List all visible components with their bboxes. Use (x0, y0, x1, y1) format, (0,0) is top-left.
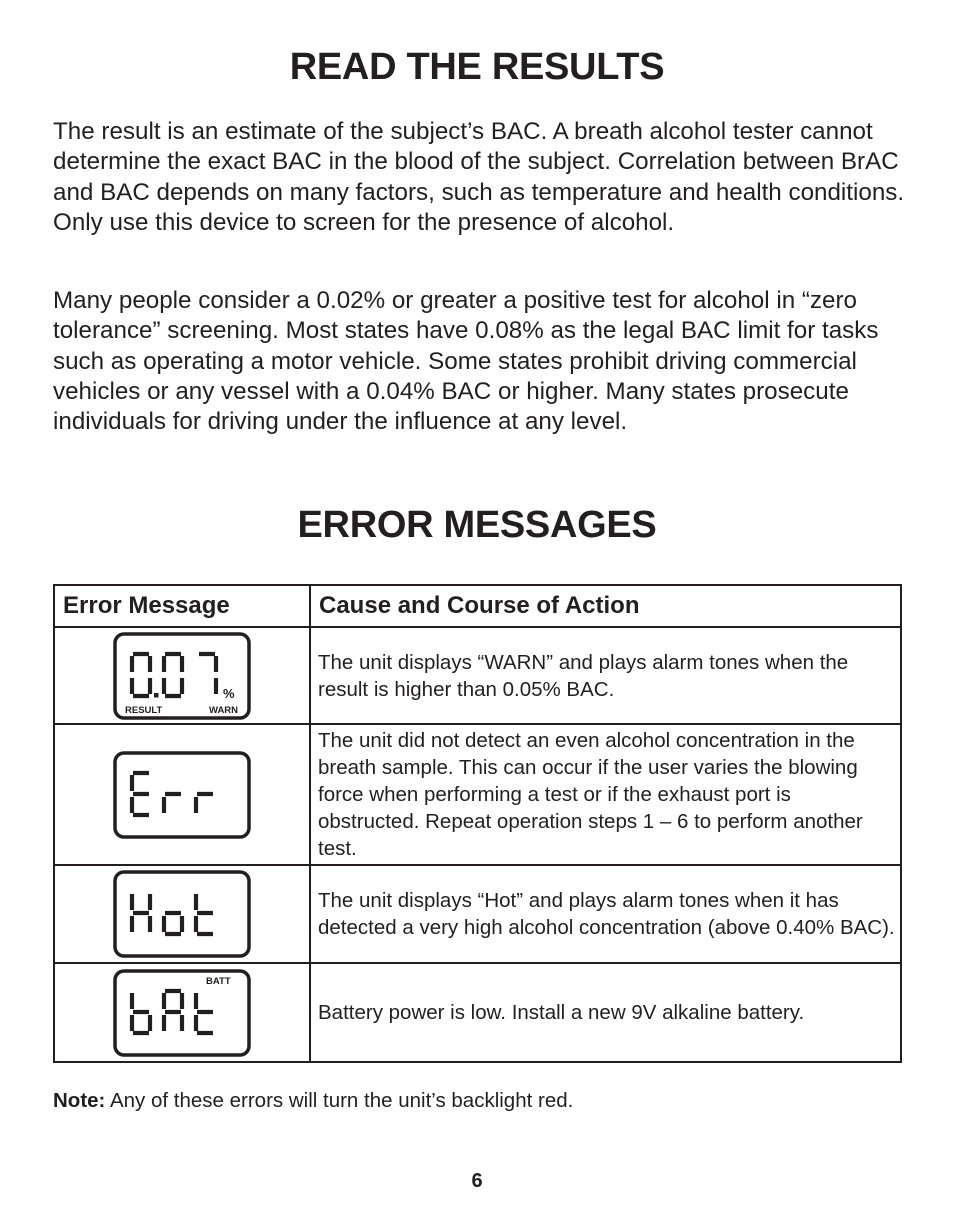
error-messages-table (53, 584, 902, 1063)
lcd-cell (54, 627, 310, 724)
table-row (54, 963, 901, 1062)
paragraph-legal-limits: Many people consider a 0.02% or greater a positive test for alcohol in “zero tolerance” screening. Most states have 0.08% as the legal BAC limit for tasks such as operating a motor vehicle. Some states prohibit driving commercial vehicles or any vessel with a 0.04% BAC or higher. Many states prosecute individuals for driving under the influence at any level. (53, 287, 879, 436)
lcd-cell (54, 724, 310, 865)
lcd-percent-label: % (223, 685, 235, 701)
header-error-message: Error Message (54, 585, 310, 627)
page-number: 6 (471, 1170, 483, 1192)
note-text: Any of these errors will turn the unit’s backlight red. (105, 1089, 574, 1112)
lcd-display-err (113, 751, 251, 839)
lcd-display-warn (113, 632, 251, 720)
heading-error-messages: ERROR MESSAGES (297, 504, 657, 546)
table-row (54, 865, 901, 963)
cause-text: The unit displays “Hot” and plays alarm tones when it has detected a very high alcohol concentration (above 0.40% BAC). (310, 865, 901, 963)
table-row (54, 627, 901, 724)
note (53, 1089, 573, 1113)
cause-text: Battery power is low. Install a new 9V alkaline battery. (310, 963, 901, 1062)
lcd-batt-label: BATT (206, 975, 231, 987)
lcd-cell (54, 963, 310, 1062)
lcd-warn-label: WARN (209, 704, 239, 716)
lcd-cell (54, 865, 310, 963)
cause-text: The unit did not detect an even alcohol concentration in the breath sample. This can occur if the user varies the blowing force when performing a test or if the exhaust port is obstructed. Repeat operation steps 1 – 6 to perform another test. (310, 724, 901, 865)
table-row (54, 724, 901, 865)
header-cause-and-action: Cause and Course of Action (310, 585, 901, 627)
lcd-result-label: RESULT (125, 704, 163, 716)
lcd-display-bat (113, 969, 251, 1057)
cause-text: The unit displays “WARN” and plays alarm tones when the result is higher than 0.05% BAC. (310, 627, 901, 724)
note-label: Note: (53, 1089, 106, 1112)
paragraph-result-estimate: The result is an estimate of the subject’s BAC. A breath alcohol tester cannot determine the exact BAC in the blood of the subject. Correlation between BrAC and BAC depends on many factors, such as temperature and health conditions. Only use this device to screen for the presence of alcohol. (53, 118, 905, 236)
heading-read-the-results: READ THE RESULTS (289, 46, 665, 88)
table-header-row (54, 585, 901, 627)
lcd-display-hot (113, 870, 251, 958)
